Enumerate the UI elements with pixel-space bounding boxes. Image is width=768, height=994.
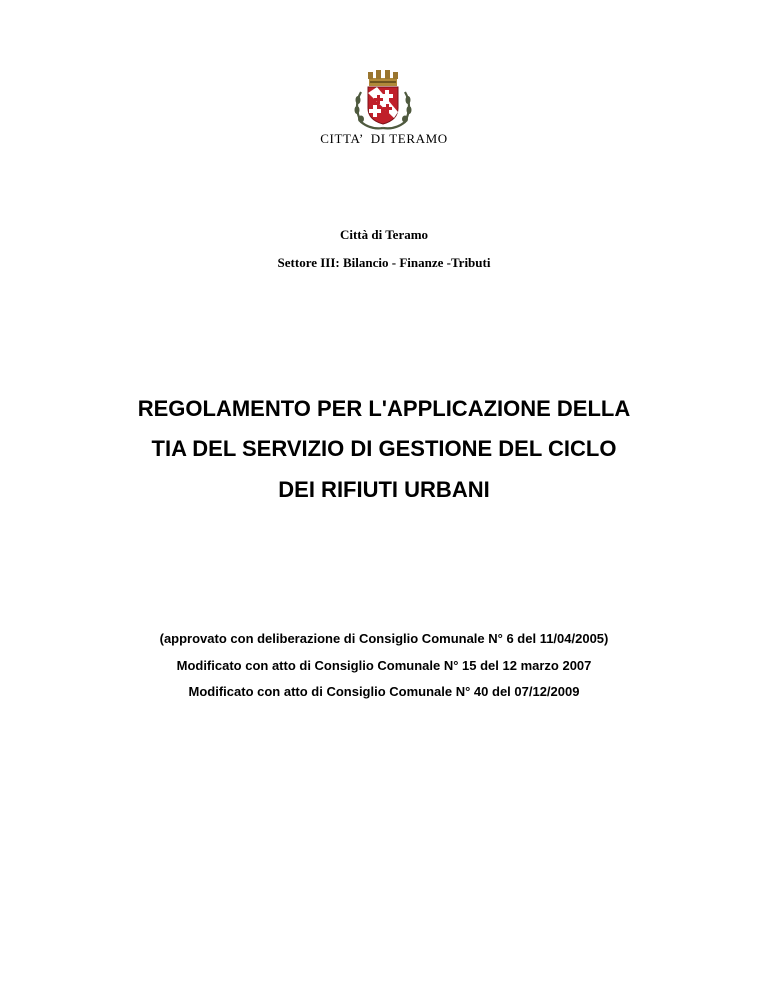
modification-note-2009: Modificato con atto di Consiglio Comunale N° 40 del 07/12/2009 (188, 684, 580, 699)
approval-note: (approvato con deliberazione di Consiglio Comunale N° 6 del 11/04/2005) (159, 631, 609, 646)
city-coat-of-arms-icon (349, 66, 417, 132)
document-title-line-3: DEI RIFIUTI URBANI (278, 477, 490, 502)
office-name: Città di Teramo (339, 227, 429, 242)
city-wordmark: CITTA’ DI TERAMO (320, 131, 448, 146)
modification-note-2007: Modificato con atto di Consiglio Comunale N° 15 del 12 marzo 2007 (176, 658, 592, 673)
document-title-line-2: TIA DEL SERVIZIO DI GESTIONE DEL CICLO (151, 436, 617, 461)
office-department: Settore III: Bilancio - Finanze -Tributi (277, 255, 491, 270)
document-title-line-1: REGOLAMENTO PER L'APPLICAZIONE DELLA (137, 396, 631, 421)
